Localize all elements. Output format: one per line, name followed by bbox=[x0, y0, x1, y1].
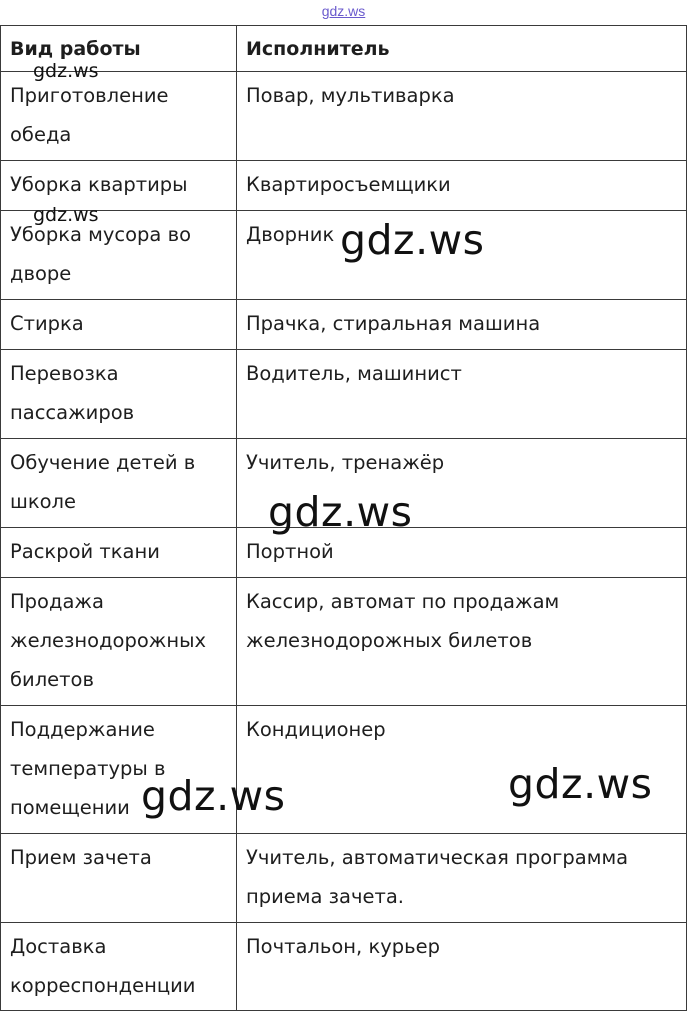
table-row bbox=[1, 161, 687, 211]
cell-performer: Прачка, стиральная машина bbox=[237, 300, 687, 350]
cell-work: Поддержание температуры в помещении bbox=[1, 706, 237, 834]
cell-work: Прием зачета bbox=[1, 834, 237, 923]
header-performer: Исполнитель bbox=[237, 26, 687, 72]
watermark: gdz.ws bbox=[268, 488, 413, 536]
table-row bbox=[1, 439, 687, 528]
table-row bbox=[1, 350, 687, 439]
cell-work: Обучение детей в школе bbox=[1, 439, 237, 528]
cell-performer: Повар, мультиварка bbox=[237, 72, 687, 161]
cell-performer: Дворник bbox=[237, 211, 687, 300]
table-row bbox=[1, 706, 687, 834]
cell-work: Раскрой ткани bbox=[1, 528, 237, 578]
cell-performer: Кассир, автомат по продажам железнодорожных билетов bbox=[237, 578, 687, 706]
cell-performer: Водитель, машинист bbox=[237, 350, 687, 439]
cell-work: Доставка корреспонденции bbox=[1, 923, 237, 1011]
table-row bbox=[1, 300, 687, 350]
cell-work: Перевозка пассажиров bbox=[1, 350, 237, 439]
table-row bbox=[1, 923, 687, 1011]
site-link[interactable]: gdz.ws bbox=[321, 3, 366, 19]
cell-performer: Учитель, тренажёр bbox=[237, 439, 687, 528]
watermark: gdz.ws bbox=[508, 760, 653, 808]
cell-work: Продажа железнодорожных билетов bbox=[1, 578, 237, 706]
header-work-type: Вид работы bbox=[1, 26, 237, 72]
cell-performer: Квартиросъемщики bbox=[237, 161, 687, 211]
work-performer-table bbox=[0, 25, 687, 1011]
watermark: gdz.ws bbox=[33, 204, 99, 226]
cell-performer: Портной bbox=[237, 528, 687, 578]
cell-work: Стирка bbox=[1, 300, 237, 350]
cell-performer: Кондиционер bbox=[237, 706, 687, 834]
table-row bbox=[1, 528, 687, 578]
cell-work: Уборка квартиры bbox=[1, 161, 237, 211]
table-row bbox=[1, 211, 687, 300]
watermark: gdz.ws bbox=[141, 772, 286, 820]
cell-performer: Учитель, автоматическая программа приема зачета. bbox=[237, 834, 687, 923]
watermark: gdz.ws bbox=[33, 60, 99, 82]
cell-performer: Почтальон, курьер bbox=[237, 923, 687, 1011]
table-row bbox=[1, 834, 687, 923]
cell-work: Уборка мусора во дворе bbox=[1, 211, 237, 300]
watermark: gdz.ws bbox=[340, 216, 485, 264]
table-header-row bbox=[1, 26, 687, 72]
cell-work: Приготовление обеда bbox=[1, 72, 237, 161]
table-row bbox=[1, 72, 687, 161]
table-row bbox=[1, 578, 687, 706]
